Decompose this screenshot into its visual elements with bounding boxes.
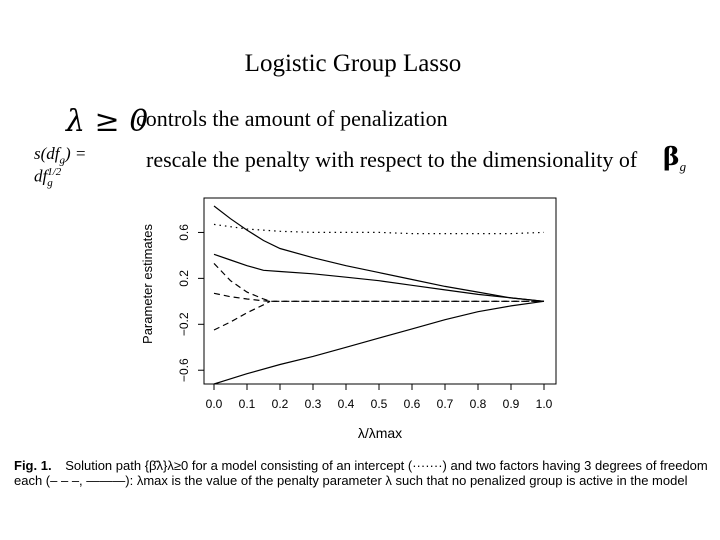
x-tick-label: 0.6 bbox=[403, 397, 421, 411]
plot-frame bbox=[204, 198, 556, 384]
figure-label: Fig. 1. bbox=[14, 458, 52, 473]
rescale-formula-lhs: s(df bbox=[34, 144, 60, 163]
series-line-solid bbox=[214, 206, 544, 301]
rescale-formula-sub: g bbox=[59, 154, 65, 167]
rescale-description: rescale the penalty with respect to the dimensionality of bbox=[146, 147, 638, 172]
x-tick-label: 0.9 bbox=[502, 397, 520, 411]
solution-path-chart bbox=[130, 190, 570, 452]
series-line-solid bbox=[214, 254, 544, 301]
x-tick-label: 0.1 bbox=[238, 397, 256, 411]
beta-letter: β bbox=[663, 142, 680, 171]
x-tick-label: 0.2 bbox=[271, 397, 289, 411]
plot-border bbox=[204, 198, 556, 384]
plot-axes bbox=[177, 224, 553, 411]
series-line-solid bbox=[214, 301, 544, 384]
x-tick-label: 1.0 bbox=[535, 397, 553, 411]
x-axis-label: λ/λmax bbox=[357, 425, 403, 441]
beta-subscript: g bbox=[679, 159, 687, 174]
x-tick-label: 0.3 bbox=[304, 397, 322, 411]
y-tick-label: 0.6 bbox=[177, 224, 191, 241]
x-tick-label: 0.8 bbox=[469, 397, 487, 411]
x-tick-label: 0.4 bbox=[337, 397, 355, 411]
x-tick-label: 0.0 bbox=[205, 397, 223, 411]
plot-series bbox=[214, 206, 544, 384]
y-tick-label: −0.6 bbox=[177, 358, 191, 383]
series-line-dotted bbox=[214, 224, 544, 233]
y-axis-label: Parameter estimates bbox=[140, 224, 155, 344]
y-tick-label: −0.2 bbox=[177, 312, 191, 337]
x-tick-label: 0.7 bbox=[436, 397, 454, 411]
rescale-formula-mid: ) = df bbox=[34, 144, 87, 187]
slide-title: Logistic Group Lasso bbox=[244, 50, 462, 77]
lambda-formula: λ ≥ 0 bbox=[66, 104, 149, 139]
rescale-formula-sup: 1/2 bbox=[47, 166, 62, 179]
y-tick-label: 0.2 bbox=[177, 270, 191, 287]
rescale-formula bbox=[34, 144, 109, 189]
beta-symbol bbox=[663, 142, 686, 175]
rescale-formula-sub2: g bbox=[47, 177, 53, 190]
figure-caption-text: Solution path {β̂λ}λ≥0 for a model consisting of an intercept (·······) and two factors having 3 degrees of freedom each (– – –, ———): λmax is the value of the penalty parameter λ such that no penalized group is active in the model bbox=[14, 458, 708, 488]
lambda-description: controls the amount of penalization bbox=[136, 106, 448, 131]
x-tick-label: 0.5 bbox=[370, 397, 388, 411]
series-line-dashed bbox=[214, 301, 270, 330]
figure-caption bbox=[14, 458, 714, 488]
